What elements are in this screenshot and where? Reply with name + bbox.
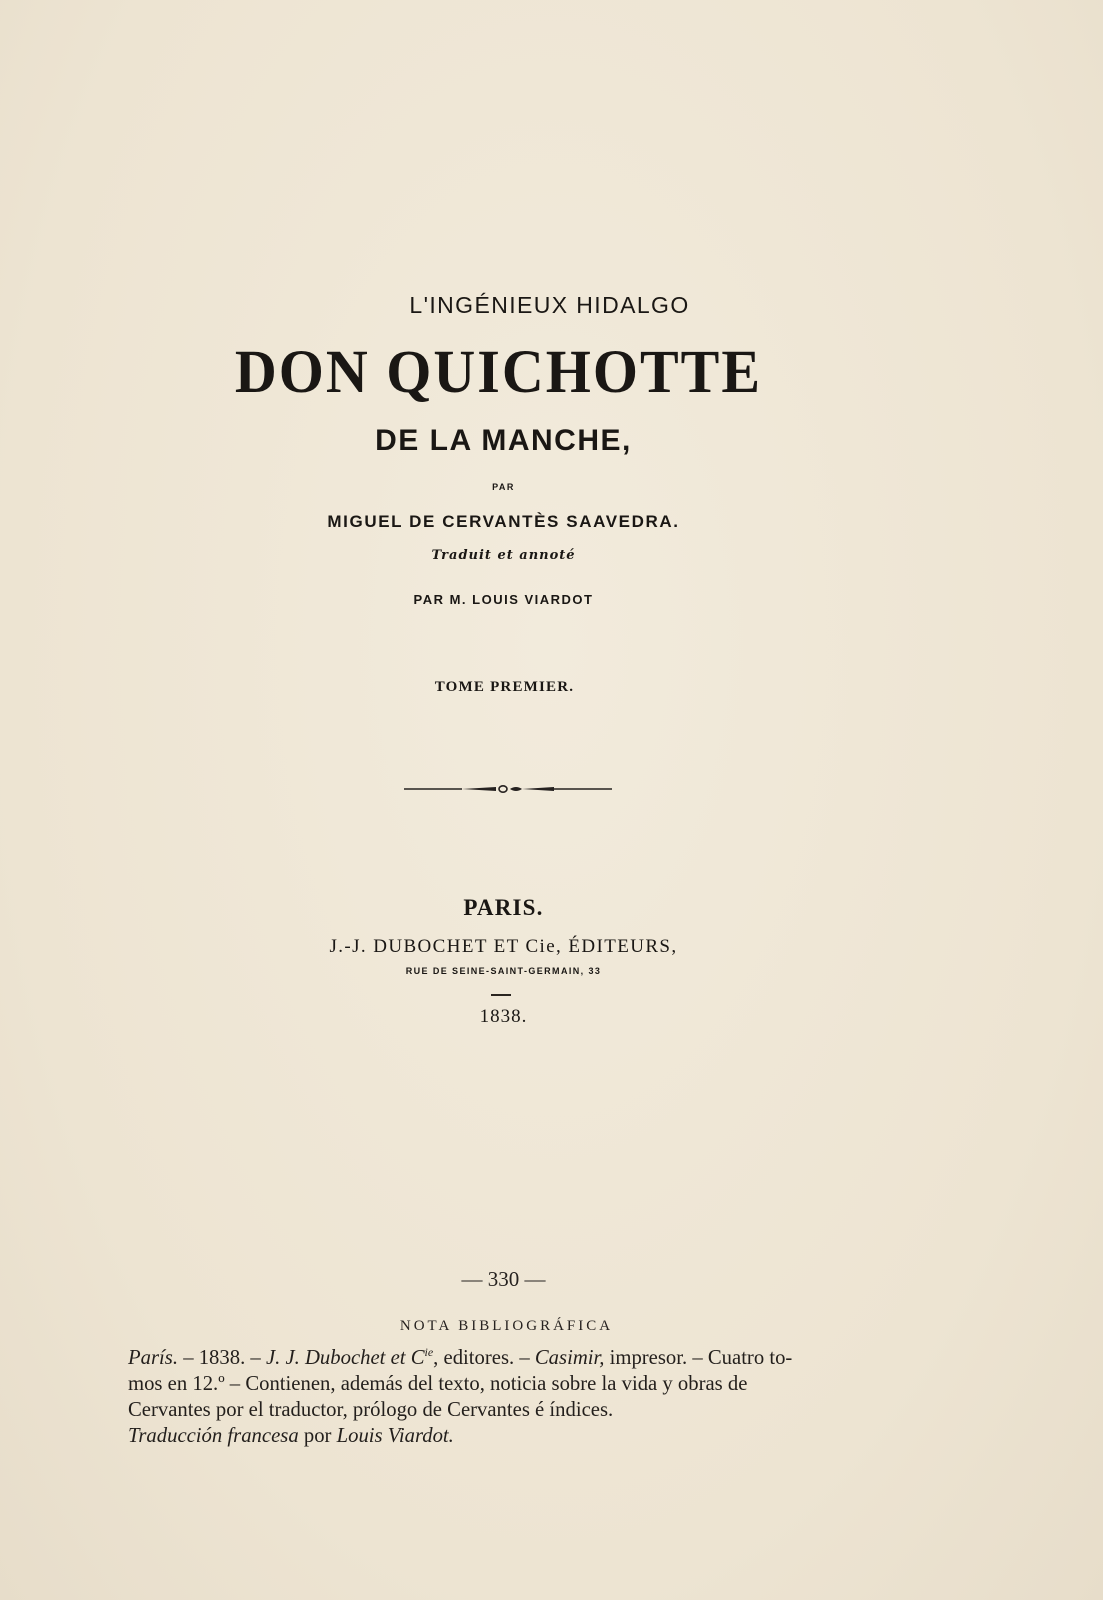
bibliographic-note <box>128 1339 884 1449</box>
translator-name: PAR M. LOUIS VIARDOT <box>413 592 594 607</box>
note-line-3: Cervantes por el traductor, prólogo de Cervantes é índices. <box>128 1398 614 1421</box>
note-line-2: mos en 12.º – Contienen, además del texto, noticia sobre la vida y obras de <box>128 1372 748 1395</box>
note-printer: Casimir, <box>534 1346 605 1369</box>
publication-year: 1838. <box>479 1006 528 1027</box>
by-label: PAR <box>492 482 515 492</box>
note-line-4 <box>128 1423 884 1449</box>
publisher-address: RUE DE SEINE-SAINT-GERMAIN, 33 <box>405 966 602 976</box>
publication-city: PARIS. <box>463 895 544 920</box>
note-by: por <box>298 1424 337 1447</box>
note-line-1 <box>128 1339 884 1371</box>
note-translation-label: Traducción francesa <box>128 1424 299 1447</box>
translated-note: Traduit et annoté <box>431 548 576 563</box>
volume-label: TOME PREMIER. <box>434 679 575 695</box>
page-number: — 330 — <box>461 1267 546 1291</box>
publisher-text: J.-J. DUBOCHET ET Cie, ÉDITEURS, <box>329 936 678 957</box>
note-editors: , editores. – <box>433 1346 535 1369</box>
note-printer-role: impresor. – Cuatro to- <box>604 1346 793 1369</box>
author-name: MIGUEL DE CERVANTÈS SAAVEDRA. <box>327 512 680 531</box>
title-kicker: L'INGÉNIEUX HIDALGO <box>409 292 690 318</box>
short-rule <box>491 994 511 996</box>
note-city: París. <box>128 1346 179 1369</box>
note-year: – 1838. – <box>178 1346 266 1369</box>
book-title: DON QUICHOTTE <box>234 337 763 406</box>
note-translator: Louis Viardot. <box>336 1424 454 1447</box>
ornament-divider <box>404 784 612 794</box>
note-publisher-sup: ie <box>424 1345 434 1359</box>
book-subtitle: DE LA MANCHE, <box>375 424 632 457</box>
publisher-line <box>0 936 1055 958</box>
note-heading: NOTA BIBLIOGRÁFICA <box>399 1318 614 1334</box>
note-publisher: J. J. Dubochet et C <box>265 1346 425 1369</box>
